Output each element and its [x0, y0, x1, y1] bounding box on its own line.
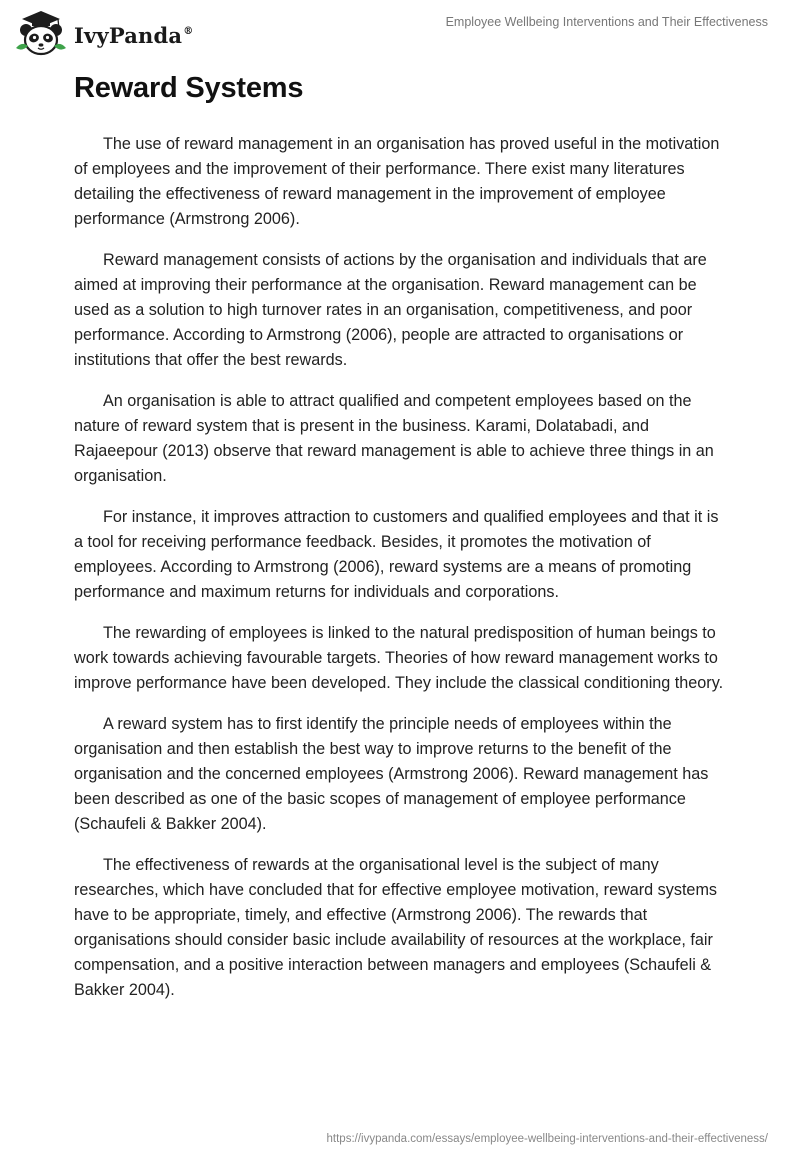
paragraph: The rewarding of employees is linked to the natural predisposition of human beings to work towards achieving favourable targets. Theories of how reward management works to improve performance have been developed. They include the classical conditioning theory. [74, 624, 724, 692]
registered-mark: ® [183, 25, 194, 37]
paragraph: For instance, it improves attraction to customers and qualified employees and that it is a tool for receiving performance feedback. Besides, it promotes the motivation of employees. According to Armstrong (2006), reward systems are a means of promoting performance and maximum returns for individuals and corporations. [74, 508, 719, 601]
page-title: Reward Systems [74, 72, 304, 104]
running-title: Employee Wellbeing Interventions and Their Effectiveness [445, 15, 768, 29]
panda-graduate-icon [14, 8, 68, 58]
paragraph: The use of reward management in an organisation has proved useful in the motivation of employees and the improvement of their performance. There exist many literatures detailing the effectiveness of reward management in the improvement of employee performance (Armstrong 2006). [74, 135, 720, 228]
paragraph: A reward system has to first identify the principle needs of employees within the organisation and then establish the best way to improve returns to the benefit of the organisation and the concerned employees (Armstrong 2006). Reward management has been described as one of the basic scopes of management of employee performance (Schaufeli & Bakker 2004). [74, 715, 709, 833]
page-header [0, 0, 800, 70]
paragraph: An organisation is able to attract qualified and competent employees based on the nature of reward system that is present in the business. Karami, Dolatabadi, and Rajaeepour (2013) observe that reward management is able to achieve three things in an organisation. [74, 392, 714, 485]
paragraph: Reward management consists of actions by the organisation and individuals that are aimed at improving their performance at the organisation. Reward management can be used as a solution to high turnover rates in an organisation, competitiveness, and poor performance. According to Armstrong (2006), people are attracted to organisations or institutions that offer the best rewards. [74, 251, 707, 369]
article-body [74, 132, 730, 1019]
source-url[interactable]: https://ivypanda.com/essays/employee-wellbeing-interventions-and-their-effectiveness/ [326, 1133, 768, 1145]
brand-name: IvyPanda® [74, 22, 194, 48]
brand-logo[interactable] [14, 8, 193, 58]
paragraph: The effectiveness of rewards at the organisational level is the subject of many researches, which have concluded that for effective employee motivation, reward systems have to be appropriate, timely, and effective (Armstrong 2006). The rewards that organisations should consider basic include availability of resources at the workplace, fair compensation, and a positive interaction between managers and employees (Schaufeli & Bakker 2004). [74, 856, 718, 999]
